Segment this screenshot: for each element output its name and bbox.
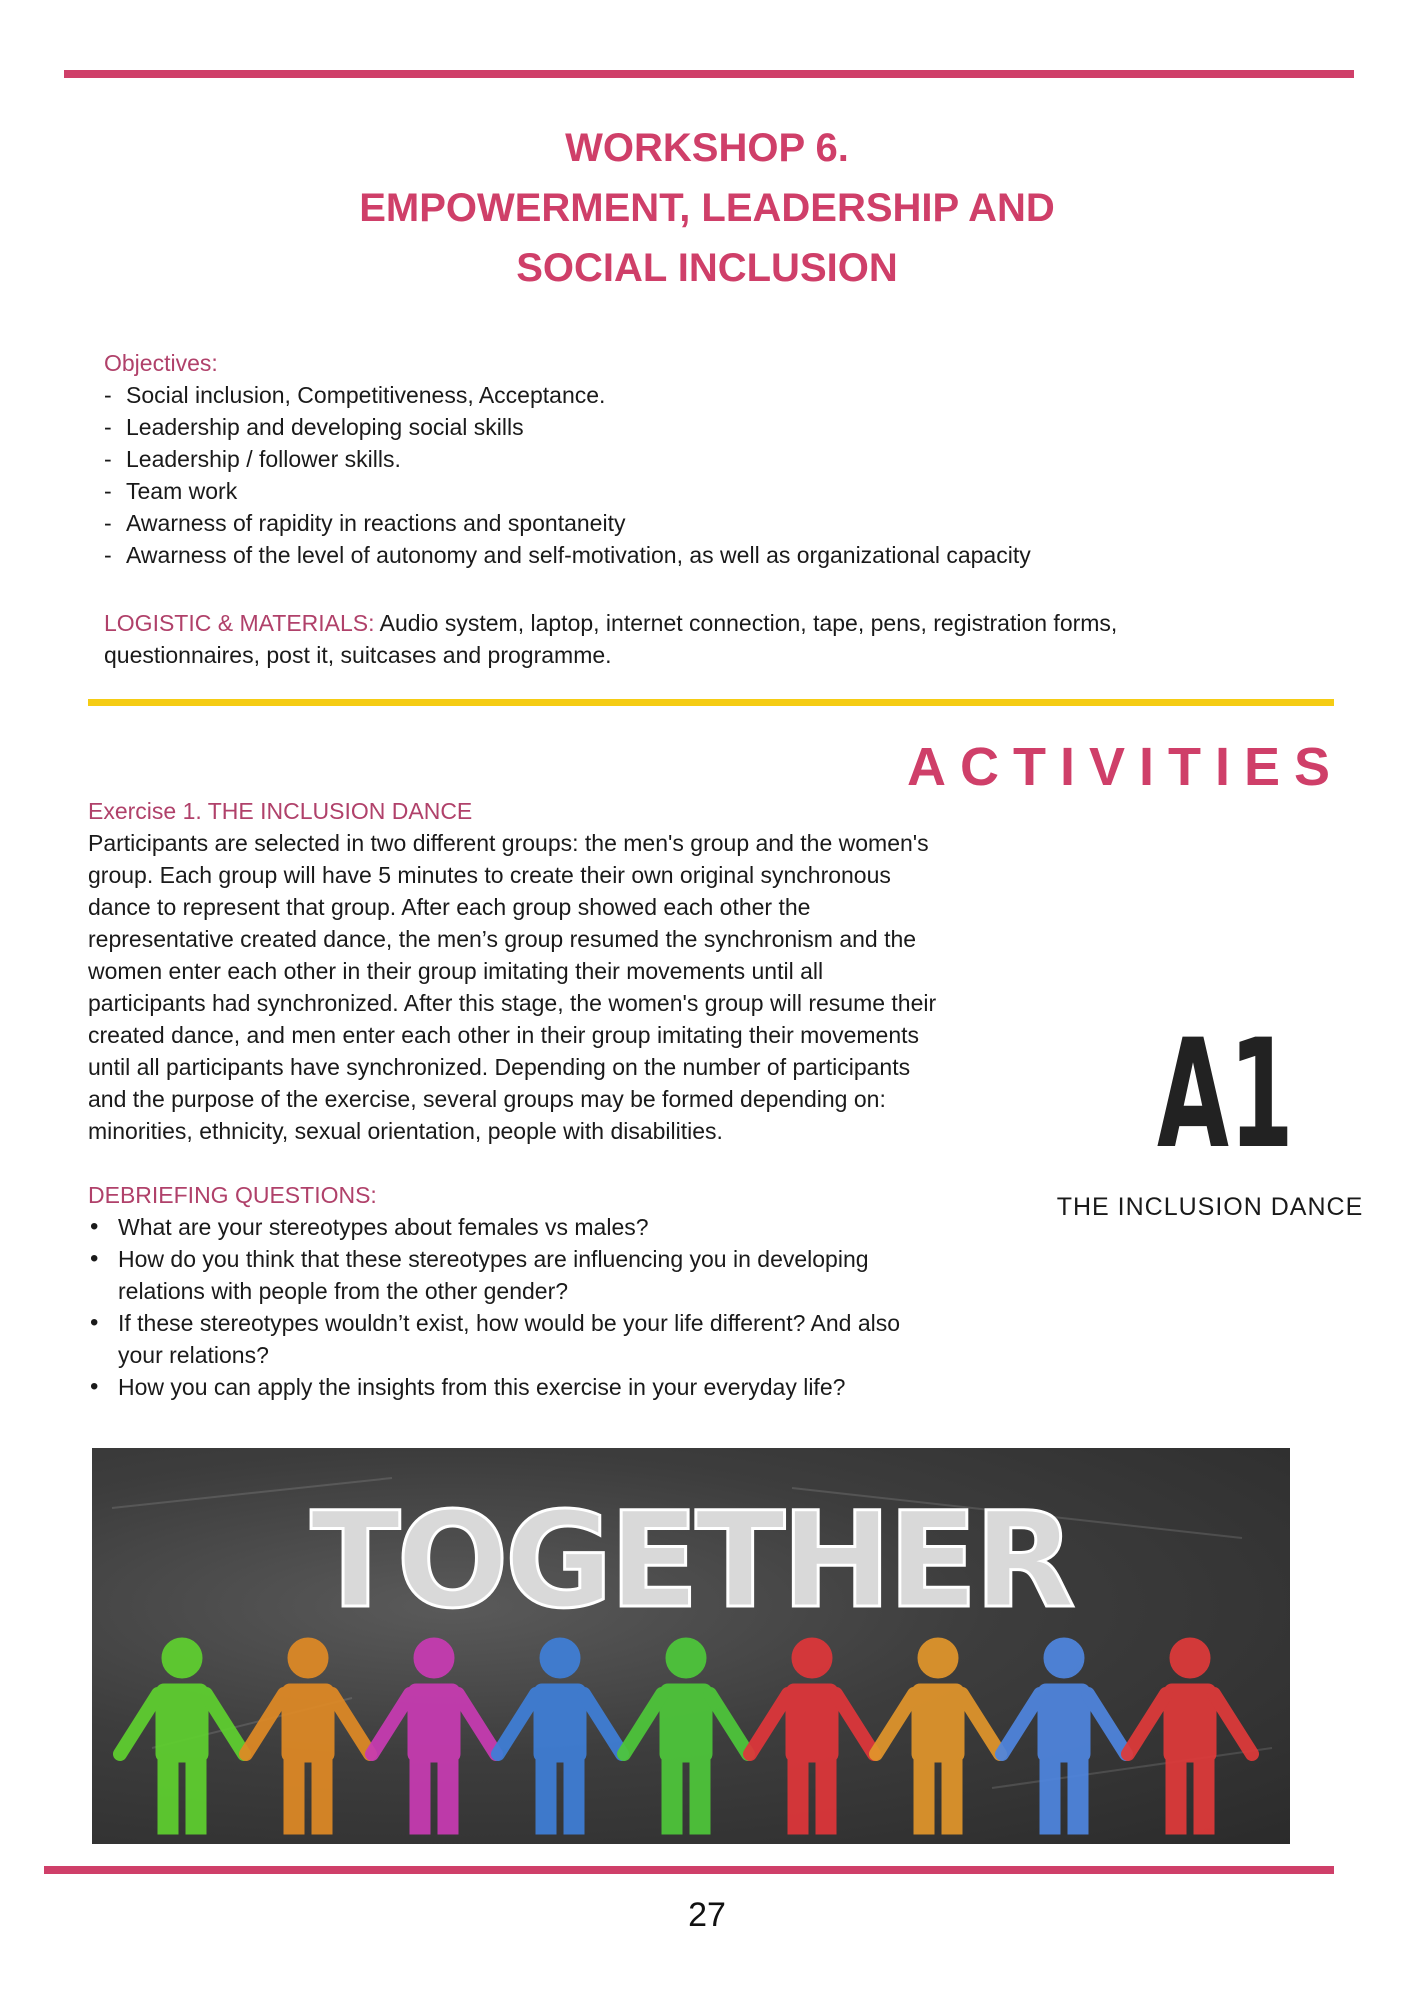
bottom-divider [44,1866,1334,1874]
objective-item: - Leadership / follower skills. [104,443,1324,475]
person-figure [246,1638,370,1834]
objective-item: - Leadership and developing social skills [104,411,1324,443]
objective-item: - Awarness of the level of autonomy and self-motivation, as well as organizational capacity [104,539,1324,571]
description-line: until all participants have synchronized. Depending on the number of participants [88,1054,911,1080]
activity-code-badge: A1 [1156,1008,1294,1182]
exercise-description [88,827,1088,1147]
activity-code-caption: THE INCLUSION DANCE [1056,1193,1364,1221]
person-figure [498,1638,622,1834]
title-line-2: EMPOWERMENT, LEADERSHIP AND [359,186,1055,230]
exercise-title: Exercise 1. THE INCLUSION DANCE [88,798,473,824]
objective-item: - Social inclusion, Competitiveness, Acceptance. [104,379,1324,411]
page-number: 27 [688,1896,726,1934]
description-line: participants had synchronized. After this stage, the women's group will resume their [88,990,937,1016]
debriefing-label: DEBRIEFING QUESTIONS: [88,1182,377,1208]
objective-item: - Awarness of rapidity in reactions and spontaneity [104,507,1324,539]
title-line-3: SOCIAL INCLUSION [516,246,898,290]
person-figure [120,1638,244,1834]
person-figure [1128,1638,1252,1834]
top-divider [64,70,1354,78]
person-figure [750,1638,874,1834]
objectives-list [104,379,1324,571]
debriefing-list [88,1211,1088,1403]
activities-heading: ACTIVITIES [906,737,1344,797]
chalkboard-illustration [92,1448,1290,1844]
person-figure [372,1638,496,1834]
person-figure [1002,1638,1126,1834]
objective-item: - Team work [104,475,1324,507]
description-line: created dance, and men enter each other in their group imitating their movements [88,1022,920,1048]
logistics-section [104,607,1344,671]
logistics-text-line-2: questionnaires, post it, suitcases and programme. [104,642,612,668]
objectives-label: Objectives: [104,350,218,376]
description-line: women enter each other in their group imitating their movements until all [88,958,824,984]
section-divider [88,699,1334,706]
logistics-text-line-1: Audio system, laptop, internet connection, tape, pens, registration forms, [374,610,1118,636]
debriefing-question: • If these stereotypes wouldn’t exist, how would be your life different? And also your relations? [88,1307,1088,1371]
people-figures [120,1638,1252,1834]
together-chalkboard-image [92,1448,1290,1844]
logistics-label: LOGISTIC & MATERIALS: [104,610,375,636]
person-figure [624,1638,748,1834]
person-figure [876,1638,1000,1834]
debriefing-question: • How you can apply the insights from this exercise in your everyday life? [88,1371,1088,1403]
description-line: dance to represent that group. After each group showed each other the [88,894,811,920]
debriefing-question: • How do you think that these stereotypes are influencing you in developing relations with people from the other gender? [88,1243,1088,1307]
description-line: Participants are selected in two different groups: the men's group and the women's [88,830,929,856]
together-chalk-text: TOGETHER [310,1484,1072,1638]
description-line: group. Each group will have 5 minutes to create their own original synchronous [88,862,891,888]
exercise-section [88,795,1088,1403]
debriefing-question: • What are your stereotypes about females vs males? [88,1211,1088,1243]
description-line: representative created dance, the men’s group resumed the synchronism and the [88,926,917,952]
description-line: minorities, ethnicity, sexual orientation, people with disabilities. [88,1118,723,1144]
objectives-section [104,347,1324,571]
title-line-1: WORKSHOP 6. [565,126,849,170]
page-title [0,118,1414,298]
description-line: and the purpose of the exercise, several groups may be formed depending on: [88,1086,886,1112]
